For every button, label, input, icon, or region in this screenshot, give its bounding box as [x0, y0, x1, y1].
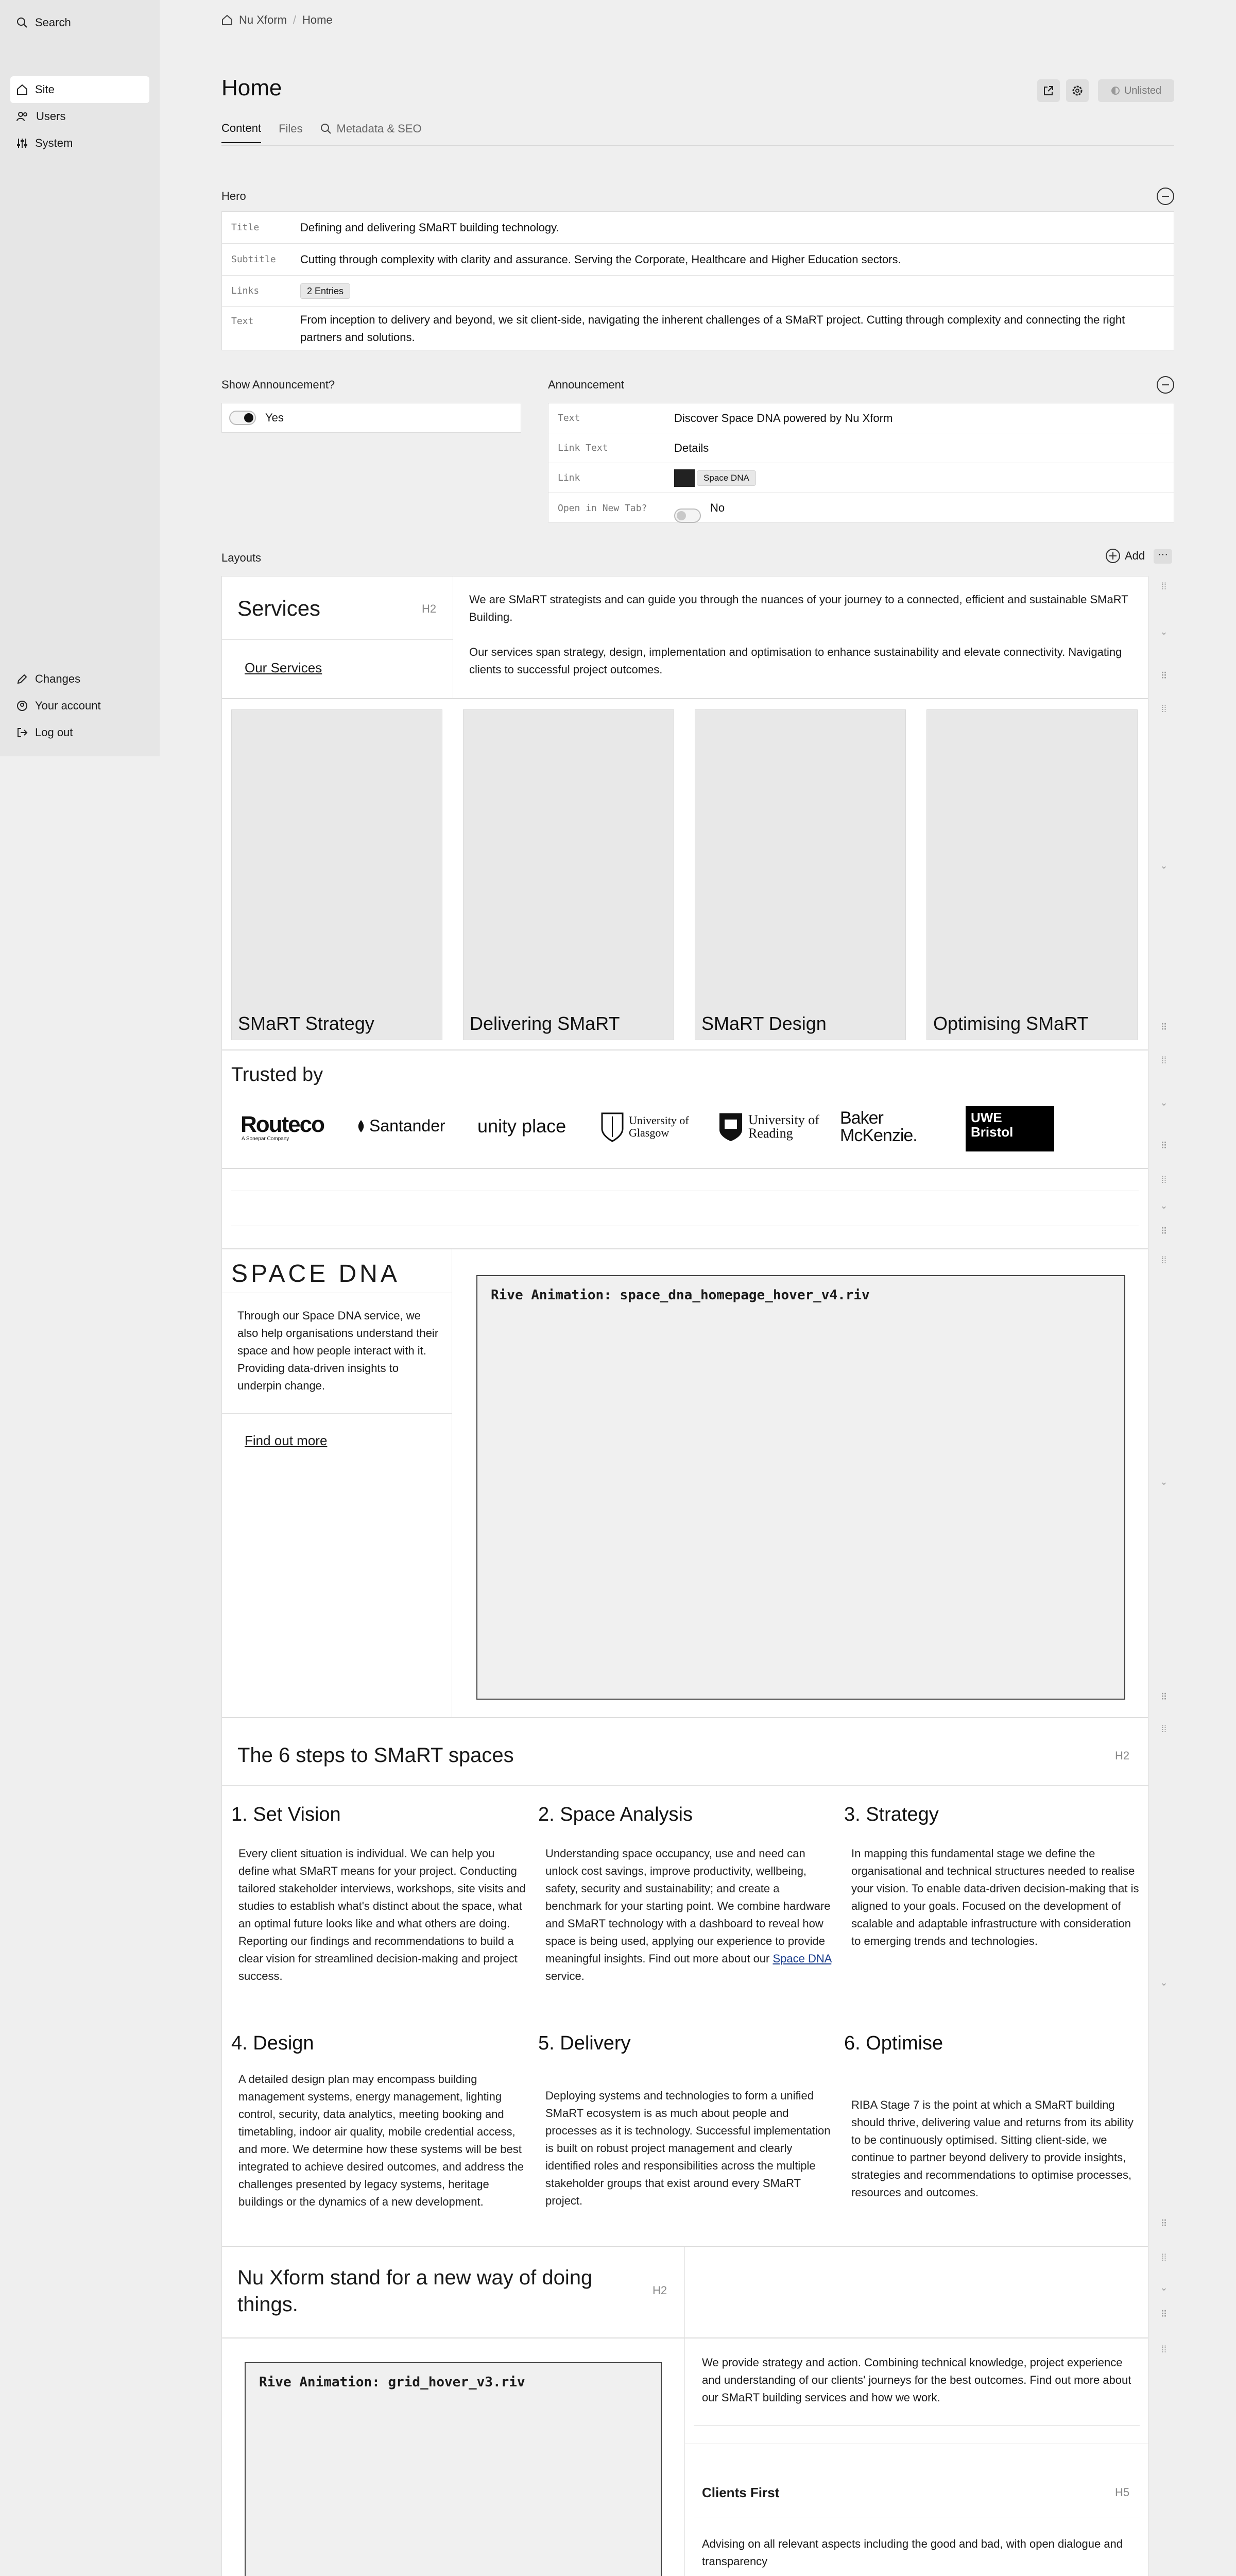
grip-icon[interactable]: ⠿ — [1160, 1141, 1168, 1151]
baker-mckenzie-logo: Baker McKenzie. — [840, 1108, 917, 1145]
crest-icon — [600, 1111, 625, 1142]
drag-handle-icon[interactable]: ⁞⁞ — [1161, 1255, 1166, 1265]
step-text — [545, 1845, 834, 1985]
services-block[interactable] — [221, 576, 1148, 699]
service-cards-block[interactable] — [221, 699, 1148, 1050]
rive-animation-placeholder — [476, 1275, 1125, 1700]
sidebar-item-logout[interactable] — [10, 719, 149, 746]
service-card[interactable] — [463, 709, 674, 1040]
search-icon — [320, 123, 332, 134]
breadcrumb-separator: / — [293, 13, 297, 26]
stand-body-block[interactable] — [221, 2338, 1148, 2576]
sidebar-item-system[interactable] — [10, 130, 149, 157]
unity-place-logo: unity place — [477, 1115, 566, 1137]
divider — [222, 1413, 452, 1414]
routeco-wordmark: Routeco — [241, 1112, 324, 1137]
step-text: Deploying systems and technologies to form a unified SMaRT ecosystem is as much about people and processes as it is technology. Successful implementation is built on robust project management and clearly identified roles and responsibilities across the multiple stakeholder groups that exist around every SMaRT project. — [545, 2089, 831, 2207]
search-button[interactable] — [10, 9, 149, 36]
hero-fields — [221, 211, 1174, 350]
half-circle-icon — [1111, 86, 1120, 95]
status-text: Unlisted — [1124, 84, 1162, 96]
field-value: Details — [674, 441, 709, 454]
step-heading: 5. Delivery — [538, 2032, 631, 2054]
hero-text-row[interactable] — [222, 307, 1174, 351]
step-heading: 1. Set Vision — [231, 1804, 341, 1825]
drag-handle-icon[interactable]: ⁞⁞ — [1161, 581, 1166, 591]
find-out-more-link[interactable]: Find out more — [245, 1433, 328, 1448]
hero-subtitle-row[interactable] — [222, 244, 1174, 276]
sidebar-item-label: Users — [36, 110, 66, 123]
sliders-icon — [16, 138, 28, 149]
reading-logo — [717, 1111, 820, 1142]
toggle-switch[interactable] — [674, 509, 701, 523]
step-heading: 3. Strategy — [844, 1804, 939, 1825]
trusted-by-block[interactable] — [221, 1050, 1148, 1168]
pencil-icon — [16, 673, 28, 685]
announcement-text-row[interactable] — [548, 403, 1174, 433]
toggle-value: Yes — [265, 411, 284, 424]
service-card-title: Delivering SMaRT — [470, 1013, 620, 1034]
crest-icon — [717, 1111, 744, 1142]
value-text: Advising on all relevant aspects including the good and bad, with open dialogue and transparency — [702, 2537, 1123, 2568]
divider — [694, 2425, 1140, 2426]
drag-handle-icon[interactable]: ⁞⁞ — [1161, 1175, 1166, 1185]
our-services-link[interactable]: Our Services — [245, 660, 322, 675]
hero-title-row[interactable] — [222, 212, 1174, 244]
sidebar-item-label: Site — [35, 83, 55, 96]
home-icon — [221, 14, 233, 26]
sidebar-item-users[interactable] — [10, 103, 149, 130]
tab-files[interactable] — [279, 122, 302, 143]
sidebar-item-label: Log out — [35, 726, 73, 739]
announcement-fields — [548, 403, 1174, 522]
service-card-title: Optimising SMaRT — [933, 1013, 1089, 1034]
service-card[interactable] — [695, 709, 906, 1040]
grip-icon[interactable]: ⠿ — [1160, 2218, 1168, 2229]
tab-label: Metadata & SEO — [336, 122, 422, 135]
sidebar-item-label: Your account — [35, 699, 101, 712]
announcement-label: Announcement — [548, 378, 624, 391]
link-chip[interactable]: Space DNA — [697, 470, 756, 486]
heading-level-tag: H2 — [653, 2284, 667, 2297]
field-label: Open in New Tab? — [558, 502, 647, 514]
heading-level-tag: H2 — [1115, 1749, 1130, 1762]
tab-label: Content — [221, 122, 262, 134]
show-announcement-toggle[interactable] — [221, 403, 521, 433]
external-link-icon — [1043, 85, 1054, 96]
service-card-title: SMaRT Strategy — [238, 1013, 374, 1034]
space-dna-logo: SPACE DNA — [231, 1260, 400, 1287]
services-paragraph-1: We are SMaRT strategists and can guide you through the nuances of your journey to a connected, efficient and sustainable SMaRT Building. — [469, 593, 1128, 623]
chevron-down-icon[interactable]: ⌄ — [1160, 2282, 1168, 2293]
tabs-divider — [221, 145, 1174, 146]
uwe-wordmark: UWE Bristol — [971, 1110, 1014, 1140]
hero-label: Hero — [221, 190, 246, 202]
toggle-switch[interactable] — [229, 411, 256, 425]
chevron-down-icon[interactable]: ⌄ — [1160, 860, 1168, 871]
field-value: Defining and delivering SMaRT building technology. — [300, 221, 559, 234]
service-card[interactable] — [231, 709, 442, 1040]
divider — [684, 2247, 685, 2338]
chevron-down-icon[interactable]: ⌄ — [1160, 626, 1168, 637]
search-icon — [16, 17, 28, 28]
users-icon — [16, 111, 29, 122]
step-heading: 2. Space Analysis — [538, 1804, 693, 1825]
stand-title: Nu Xform stand for a new way of doing things. — [237, 2266, 593, 2316]
drag-handle-icon[interactable]: ⁞⁞ — [1161, 2252, 1166, 2263]
sidebar-item-account[interactable] — [10, 692, 149, 719]
drag-handle-icon[interactable]: ⁞⁞ — [1161, 2344, 1166, 2354]
heading-level-tag: H2 — [422, 602, 437, 615]
chevron-down-icon[interactable]: ⌄ — [1160, 1477, 1168, 1487]
field-value: Discover Space DNA powered by Nu Xform — [674, 411, 893, 425]
services-paragraph-2: Our services span strategy, design, implementation and optimisation to enhance sustainability and elevate connectivity. Navigating clients to successful project outcomes. — [469, 646, 1122, 676]
divider — [222, 639, 453, 640]
service-card-title: SMaRT Design — [701, 1013, 827, 1034]
sidebar-item-changes[interactable] — [10, 666, 149, 692]
gear-icon — [1071, 84, 1084, 97]
more-icon[interactable]: ··· — [1154, 549, 1172, 564]
status-badge[interactable] — [1098, 79, 1174, 102]
breadcrumb-page[interactable]: Home — [302, 13, 333, 26]
uwe-bristol-logo — [966, 1106, 1054, 1151]
field-label: Subtitle — [231, 254, 276, 265]
glasgow-wordmark: University of Glasgow — [629, 1114, 689, 1139]
drag-handle-icon[interactable]: ⁞⁞ — [1161, 704, 1166, 714]
step-heading: 6. Optimise — [844, 2032, 943, 2054]
step-text-tail: service. — [545, 1970, 585, 1982]
glasgow-logo — [600, 1111, 696, 1142]
rive-filename: Rive Animation: grid_hover_v3.riv — [259, 2375, 525, 2390]
add-layout-button[interactable] — [1105, 548, 1145, 564]
collapse-announcement-button[interactable] — [1157, 376, 1174, 394]
space-dna-link[interactable]: Space DNA — [772, 1952, 832, 1965]
rive-animation-placeholder — [245, 2362, 662, 2576]
announcement-link-text-row[interactable] — [548, 433, 1174, 463]
santander-logo — [356, 1116, 445, 1136]
divider — [684, 2338, 685, 2576]
home-icon — [16, 84, 28, 95]
field-label: Text — [231, 316, 254, 327]
toggle-value: No — [710, 501, 725, 514]
grip-icon[interactable]: ⠿ — [1160, 1692, 1168, 1702]
divider — [222, 1785, 1149, 1786]
grip-icon[interactable]: ⠿ — [1160, 671, 1168, 681]
logout-icon — [16, 727, 28, 738]
field-value: Cutting through complexity with clarity and assurance. Serving the Corporate, Healthcare and Higher Education sectors. — [300, 252, 901, 266]
sidebar-item-label: System — [35, 137, 73, 149]
field-value: From inception to delivery and beyond, we sit client-side, navigating the inherent challenges of a SMaRT project. Cutting through complexity and connecting the right partners and solutions. — [300, 313, 1125, 344]
tab-label: Files — [279, 122, 303, 135]
value-heading: Clients First — [702, 2485, 780, 2500]
field-label: Links — [231, 285, 260, 296]
field-label: Link — [558, 472, 580, 483]
chevron-down-icon[interactable]: ⌄ — [1160, 1097, 1168, 1108]
show-announcement-label: Show Announcement? — [221, 378, 335, 391]
services-title: Services — [237, 596, 321, 620]
settings-button[interactable] — [1066, 79, 1089, 102]
sidebar-item-label: Changes — [35, 672, 81, 685]
service-card[interactable] — [926, 709, 1138, 1040]
rive-filename: Rive Animation: space_dna_homepage_hover_v4.riv — [491, 1287, 870, 1303]
page-thumbnail — [674, 469, 695, 487]
step-text-body: Understanding space occupancy, use and need can unlock cost savings, improve productivity, wellbeing, safety, security and sustainability; and create a benchmark for your starting point. We combine hardware and SMaRT technology with a dashboard to reveal how space is being used, applying our experience to provide meaningful insights. Find out more about our — [545, 1847, 831, 1965]
breadcrumb-site[interactable]: Nu Xform — [239, 13, 287, 26]
breadcrumb — [221, 13, 333, 27]
collapse-hero-button[interactable] — [1157, 188, 1174, 205]
steps-title: The 6 steps to SMaRT spaces — [237, 1744, 514, 1767]
grip-icon[interactable]: ⠿ — [1160, 1022, 1168, 1032]
step-text: Every client situation is individual. We can help you define what SMaRT means for your project. Conducting tailored stakeholder interviews, workshops, site visits and studies to establish what's distinct about the space, what an optimal future looks like and what others are doing. Reporting our findings and recommendations to build a clear vision for streamlined decision-making and project success. — [238, 1847, 526, 1982]
add-label: Add — [1125, 549, 1145, 562]
step-text: RIBA Stage 7 is the point at which a SMaRT building should thrive, delivering value and returns from its ability to be continuously optimised. Sitting client-side, we continue to partner beyond delivery to provide insights, strategies and recommendations to optimise processes, resources and outcomes. — [851, 2098, 1134, 2199]
reading-wordmark: University of Reading — [748, 1112, 819, 1141]
tab-metadata-seo[interactable] — [320, 122, 422, 143]
stand-header-block[interactable] — [221, 2246, 1148, 2338]
empty-block[interactable] — [221, 1168, 1148, 1249]
santander-wordmark: Santander — [369, 1116, 445, 1135]
routeco-logo — [241, 1113, 324, 1142]
routeco-tagline: A Sonepar Company — [242, 1136, 289, 1142]
hero-links-row[interactable] — [222, 276, 1174, 307]
field-label: Title — [231, 222, 260, 233]
sidebar — [0, 0, 160, 756]
sidebar-item-site[interactable] — [10, 76, 149, 103]
plus-circle-icon — [1105, 548, 1121, 564]
open-link-button[interactable] — [1037, 79, 1060, 102]
entries-chip[interactable]: 2 Entries — [300, 283, 350, 299]
field-label: Link Text — [558, 443, 608, 453]
steps-block[interactable] — [221, 1718, 1148, 2246]
grip-icon[interactable]: ⠿ — [1160, 1226, 1168, 1236]
chevron-down-icon[interactable]: ⌄ — [1160, 1977, 1168, 1988]
tab-content[interactable] — [221, 122, 261, 143]
drag-handle-icon[interactable]: ⁞⁞ — [1161, 1055, 1166, 1065]
chevron-down-icon[interactable]: ⌄ — [1160, 1200, 1168, 1211]
flame-icon — [356, 1119, 366, 1133]
layouts-label: Layouts — [221, 551, 262, 564]
trusted-by-title: Trusted by — [231, 1064, 323, 1086]
field-label: Text — [558, 413, 580, 423]
stand-intro: We provide strategy and action. Combining technical knowledge, project experience and understanding of our clients' journeys for the best outcomes. Find out more about our SMaRT building services and how we work. — [702, 2356, 1131, 2404]
heading-level-tag: H5 — [1115, 2486, 1130, 2499]
step-heading: 4. Design — [231, 2032, 314, 2054]
announcement-link-row[interactable] — [548, 463, 1174, 493]
page-title: Home — [221, 75, 282, 100]
space-dna-block[interactable] — [221, 1249, 1148, 1718]
step-text: A detailed design plan may encompass building management systems, energy management, lighting control, security, data analytics, meeting booking and timetabling, indoor air quality, mobile credential access, and more. We determine how these systems will be best integrated to achieve desired outcomes, and address the challenges presented by legacy systems, heritage buildings or the dynamics of a new development. — [238, 2073, 524, 2208]
space-dna-text: Through our Space DNA service, we also help organisations understand their space and how people interact with it. Providing data-driven insights to underpin change. — [237, 1309, 439, 1392]
drag-handle-icon[interactable]: ⁞⁞ — [1161, 1724, 1166, 1734]
announcement-new-tab-row[interactable] — [548, 493, 1174, 523]
grip-icon[interactable]: ⠿ — [1160, 2309, 1168, 2319]
user-icon — [16, 700, 28, 711]
tabs — [221, 122, 422, 143]
step-text: In mapping this fundamental stage we define the organisational and technical structures needed to realise your vision. To enable data-driven decision-making that is aligned to your goals. Focused on the development of scalable and adaptable infrastructure with consideration to emerging trends and technologies. — [851, 1847, 1139, 1947]
search-label: Search — [35, 16, 71, 29]
